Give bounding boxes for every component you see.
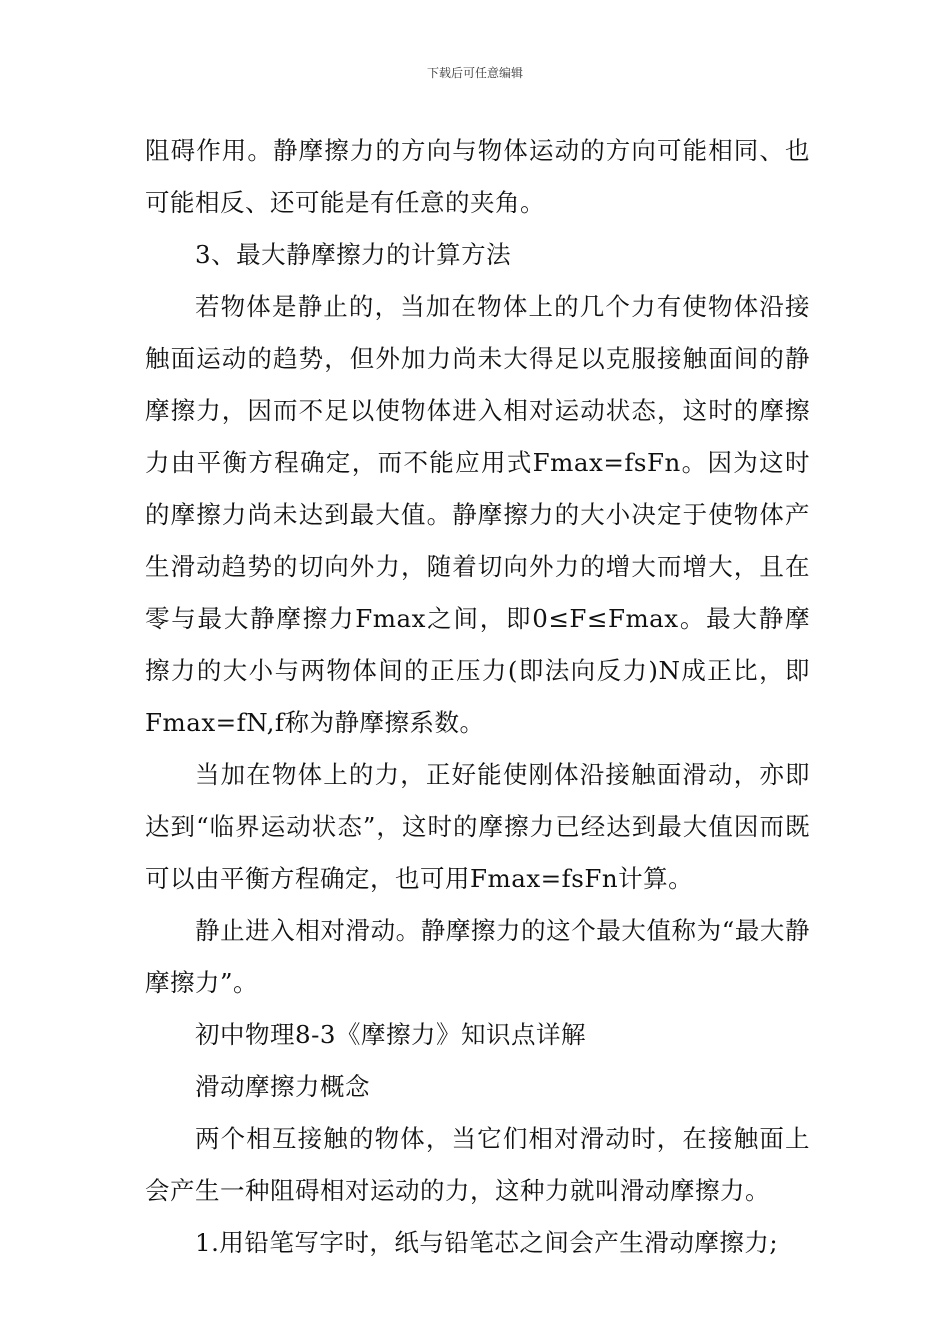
paragraph-sliding-friction-definition: 两个相互接触的物体，当它们相对滑动时，在接触面上会产生一种阻碍相对运动的力，这种力就叫滑动摩擦力。 — [145, 1124, 810, 1205]
list-item-pencil-example: 1.用铅笔写字时，纸与铅笔芯之间会产生滑动摩擦力; — [195, 1228, 779, 1257]
paragraph-max-static-friction-calc: 若物体是静止的，当加在物体上的几个力有使物体沿接触面运动的趋势，但外加力尚未大得足以克服接触面间的静摩擦力，因而不足以使物体进入相对运动状态，这时的摩擦力由平衡方程确定，而不能应用式Fmax=fsFn。因为这时的摩擦力尚未达到最大值。静摩擦力的大小决定于使物体产生滑动趋势的切向外力，随着切向外力的增大而增大，且在零与最大静摩擦力Fmax之间，即0≤F≤Fmax。最大静摩擦力的大小与两物体间的正压力(即法向反力)N成正比，即Fmax=fN,f称为静摩擦系数。 — [145, 292, 810, 737]
paragraph-critical-motion-state: 当加在物体上的力，正好能使刚体沿接触面滑动，亦即达到“临界运动状态”，这时的摩擦力已经达到最大值因而既可以由平衡方程确定，也可用Fmax=fsFn计算。 — [145, 760, 810, 893]
section-heading-sliding-friction: 滑动摩擦力概念 — [195, 1072, 370, 1101]
page-header: 下载后可任意编辑 — [426, 66, 523, 80]
paragraph-max-static-friction-definition: 静止进入相对滑动。静摩擦力的这个最大值称为“最大静摩擦力”。 — [145, 916, 810, 997]
section-heading-max-static-friction: 3、最大静摩擦力的计算方法 — [195, 240, 512, 269]
section-heading-physics-8-3: 初中物理8-3《摩擦力》知识点详解 — [195, 1020, 586, 1049]
paragraph-static-friction-direction: 阻碍作用。静摩擦力的方向与物体运动的方向可能相同、也可能相反、还可能是有任意的夹角。 — [145, 136, 810, 217]
document-body — [145, 125, 810, 1269]
